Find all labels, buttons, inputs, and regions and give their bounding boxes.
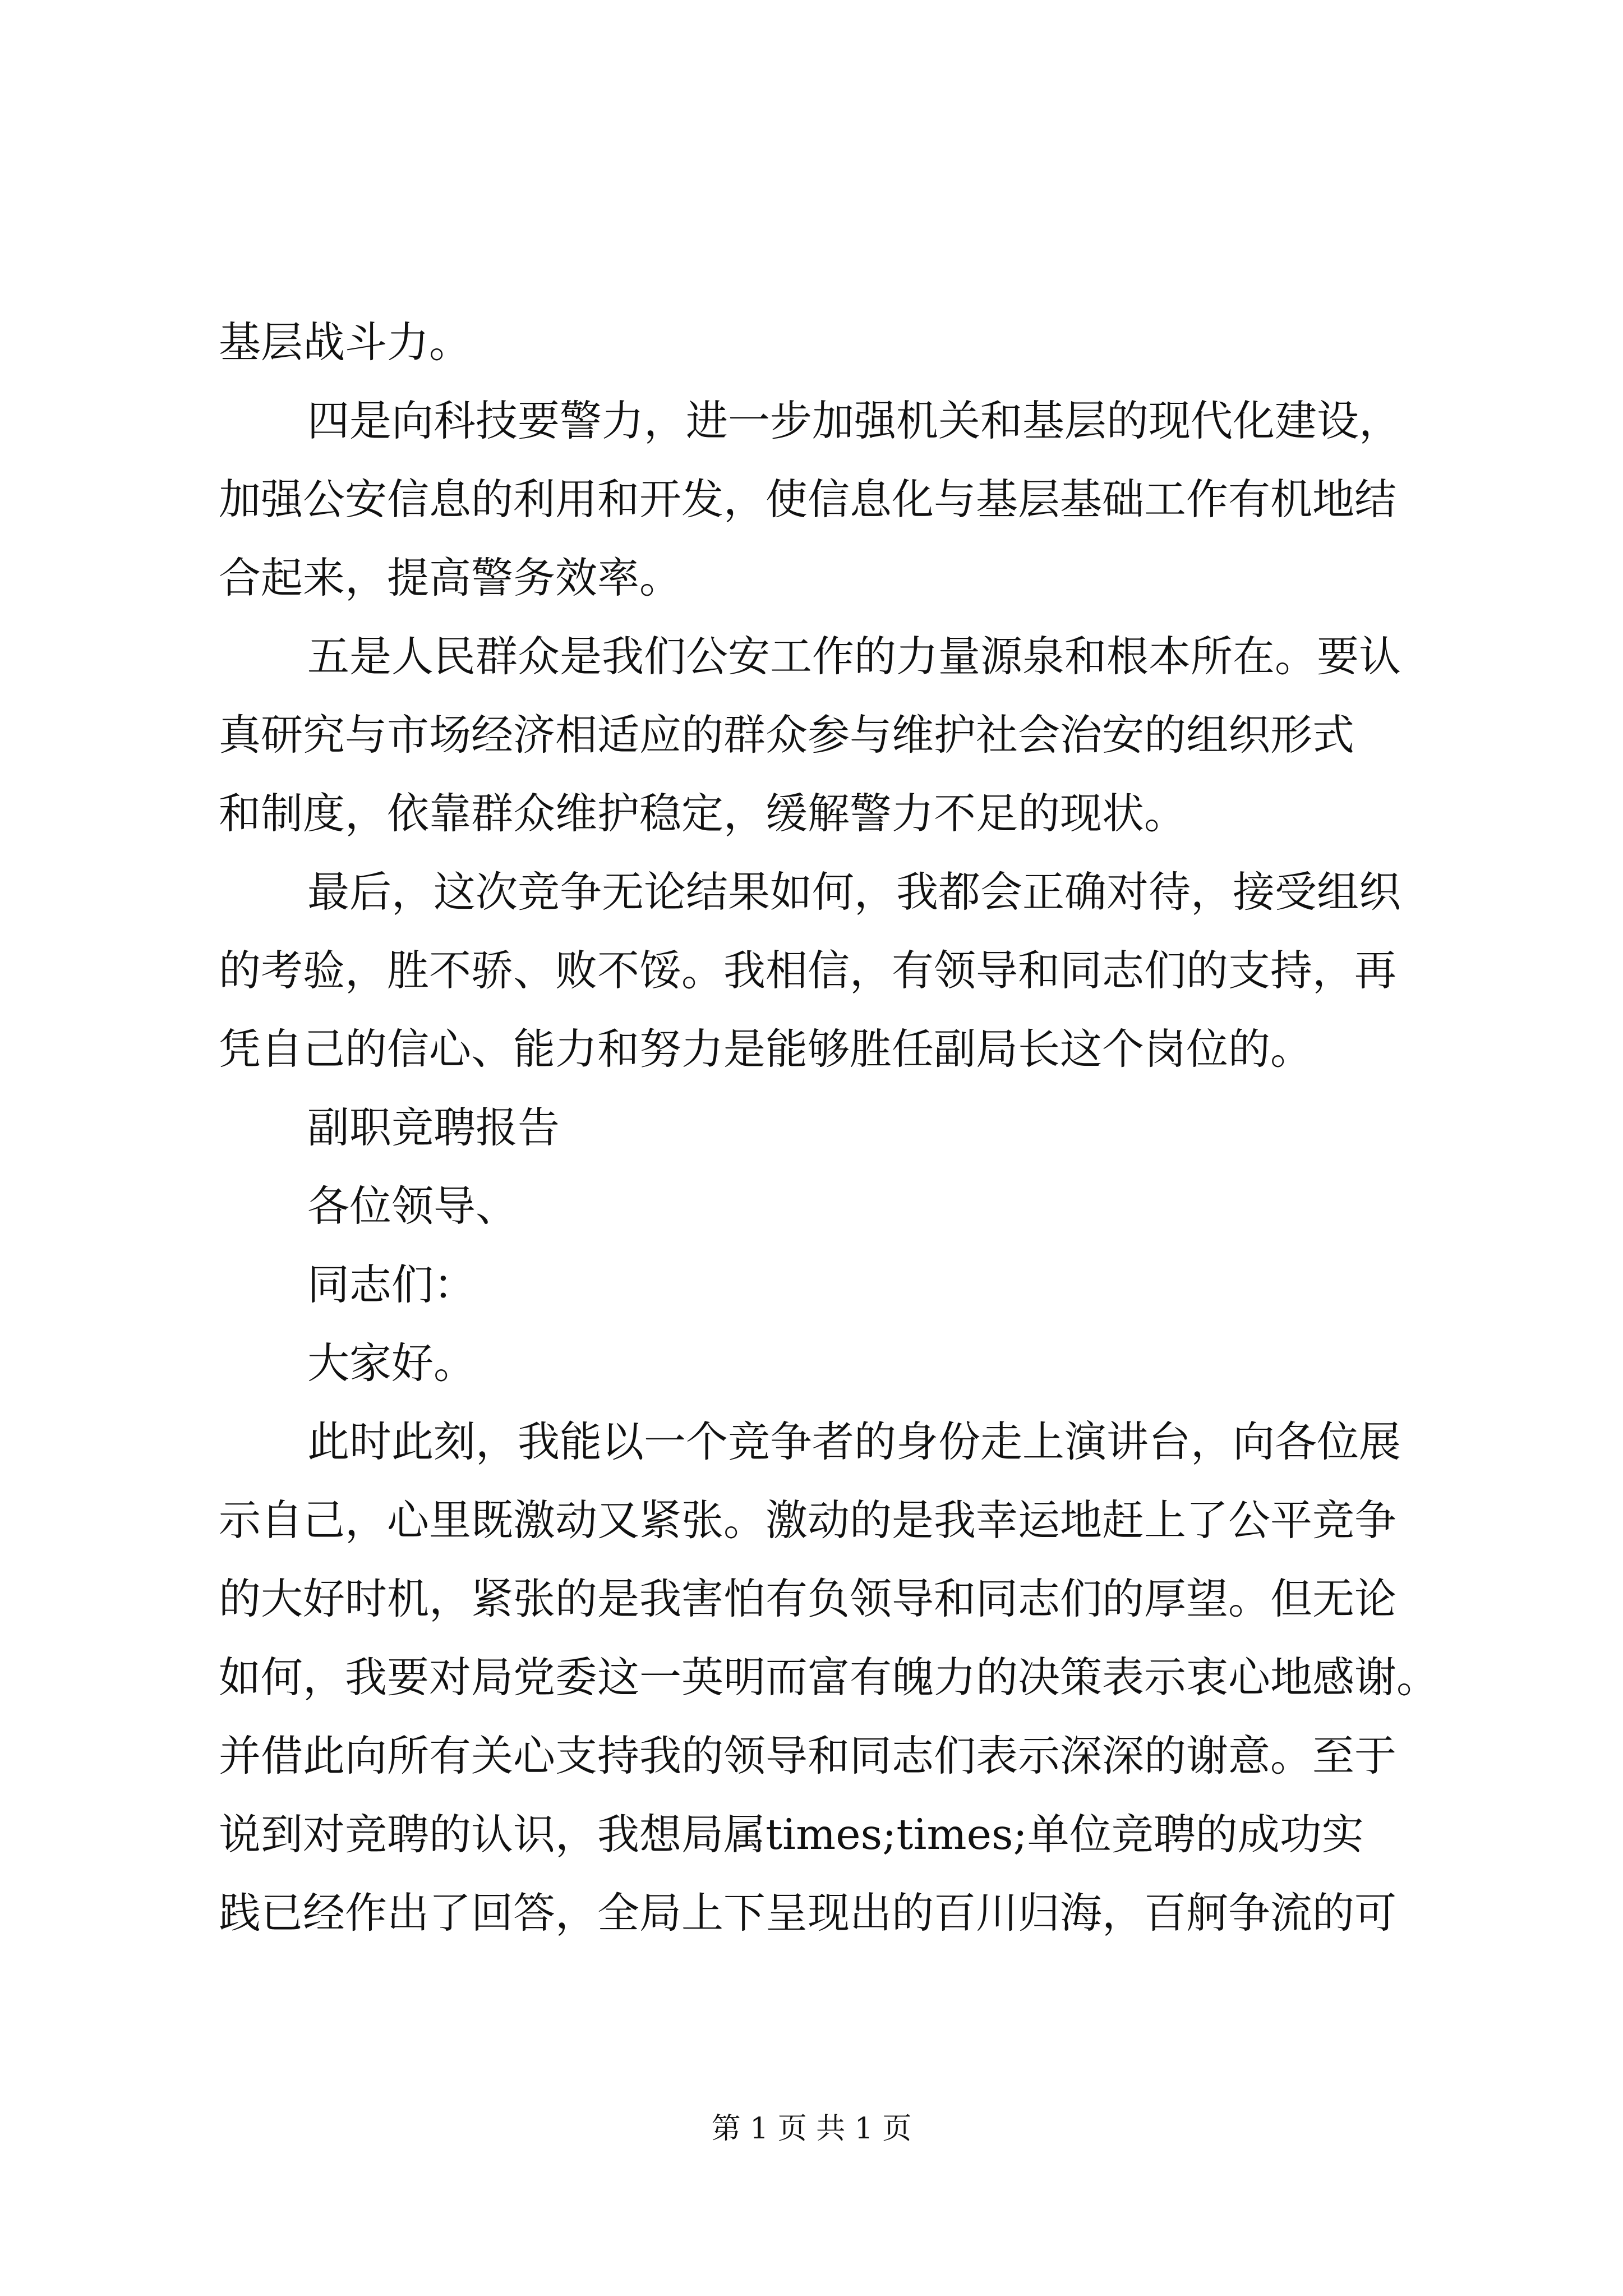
text-line: 和制度，依靠群众维护稳定，缓解警力不足的现状。 [219,789,1187,838]
page-footer: 第 1 页 共 1 页 [711,2112,912,2146]
text-line: 说到对竞聘的认识，我想局属times;times;单位竞聘的成功实 [219,1810,1364,1859]
text-line: 此时此刻，我能以一个竞争者的身份走上演讲台，向各位展 [307,1417,1401,1466]
greeting-line: 大家好。 [307,1338,476,1388]
text-line: 的大好时机，紧张的是我害怕有负领导和同志们的厚望。但无论 [219,1574,1397,1623]
text-line: 的考验，胜不骄、败不馁。我相信，有领导和同志们的支持，再 [219,946,1397,995]
text-line: 最后，这次竞争无论结果如何，我都会正确对待，接受组织 [307,867,1401,917]
text-line: 并借此向所有关心支持我的领导和同志们表示深深的谢意。至于 [219,1731,1397,1780]
text-line: 凭自己的信心、能力和努力是能够胜任副局长这个岗位的。 [219,1024,1313,1074]
text-block [219,303,1439,1952]
text-line: 示自己，心里既激动又紧张。激动的是我幸运地赶上了公平竞争 [219,1496,1397,1545]
text-line: 加强公安信息的利用和开发，使信息化与基层基础工作有机地结 [219,475,1397,524]
text-line: 合起来，提高警务效率。 [219,553,682,602]
document-body [219,303,1439,1952]
text-line: 践已经作出了回答，全局上下呈现出的百川归海，百舸争流的可 [219,1888,1397,1938]
text-line: 四是向科技要警力，进一步加强机关和基层的现代化建设， [307,396,1401,445]
text-line: 基层战斗力。 [219,318,472,367]
salutation-line: 各位领导、 [307,1181,518,1231]
section-heading: 副职竞聘报告 [307,1103,560,1152]
text-line: 五是人民群众是我们公安工作的力量源泉和根本所在。要认 [307,632,1401,681]
text-line: 真研究与市场经济相适应的群众参与维护社会治安的组织形式 [219,710,1355,760]
salutation-line: 同志们： [307,1260,476,1309]
text-line: 如何，我要对局党委这一英明而富有魄力的决策表示衷心地感谢。 [219,1653,1439,1702]
